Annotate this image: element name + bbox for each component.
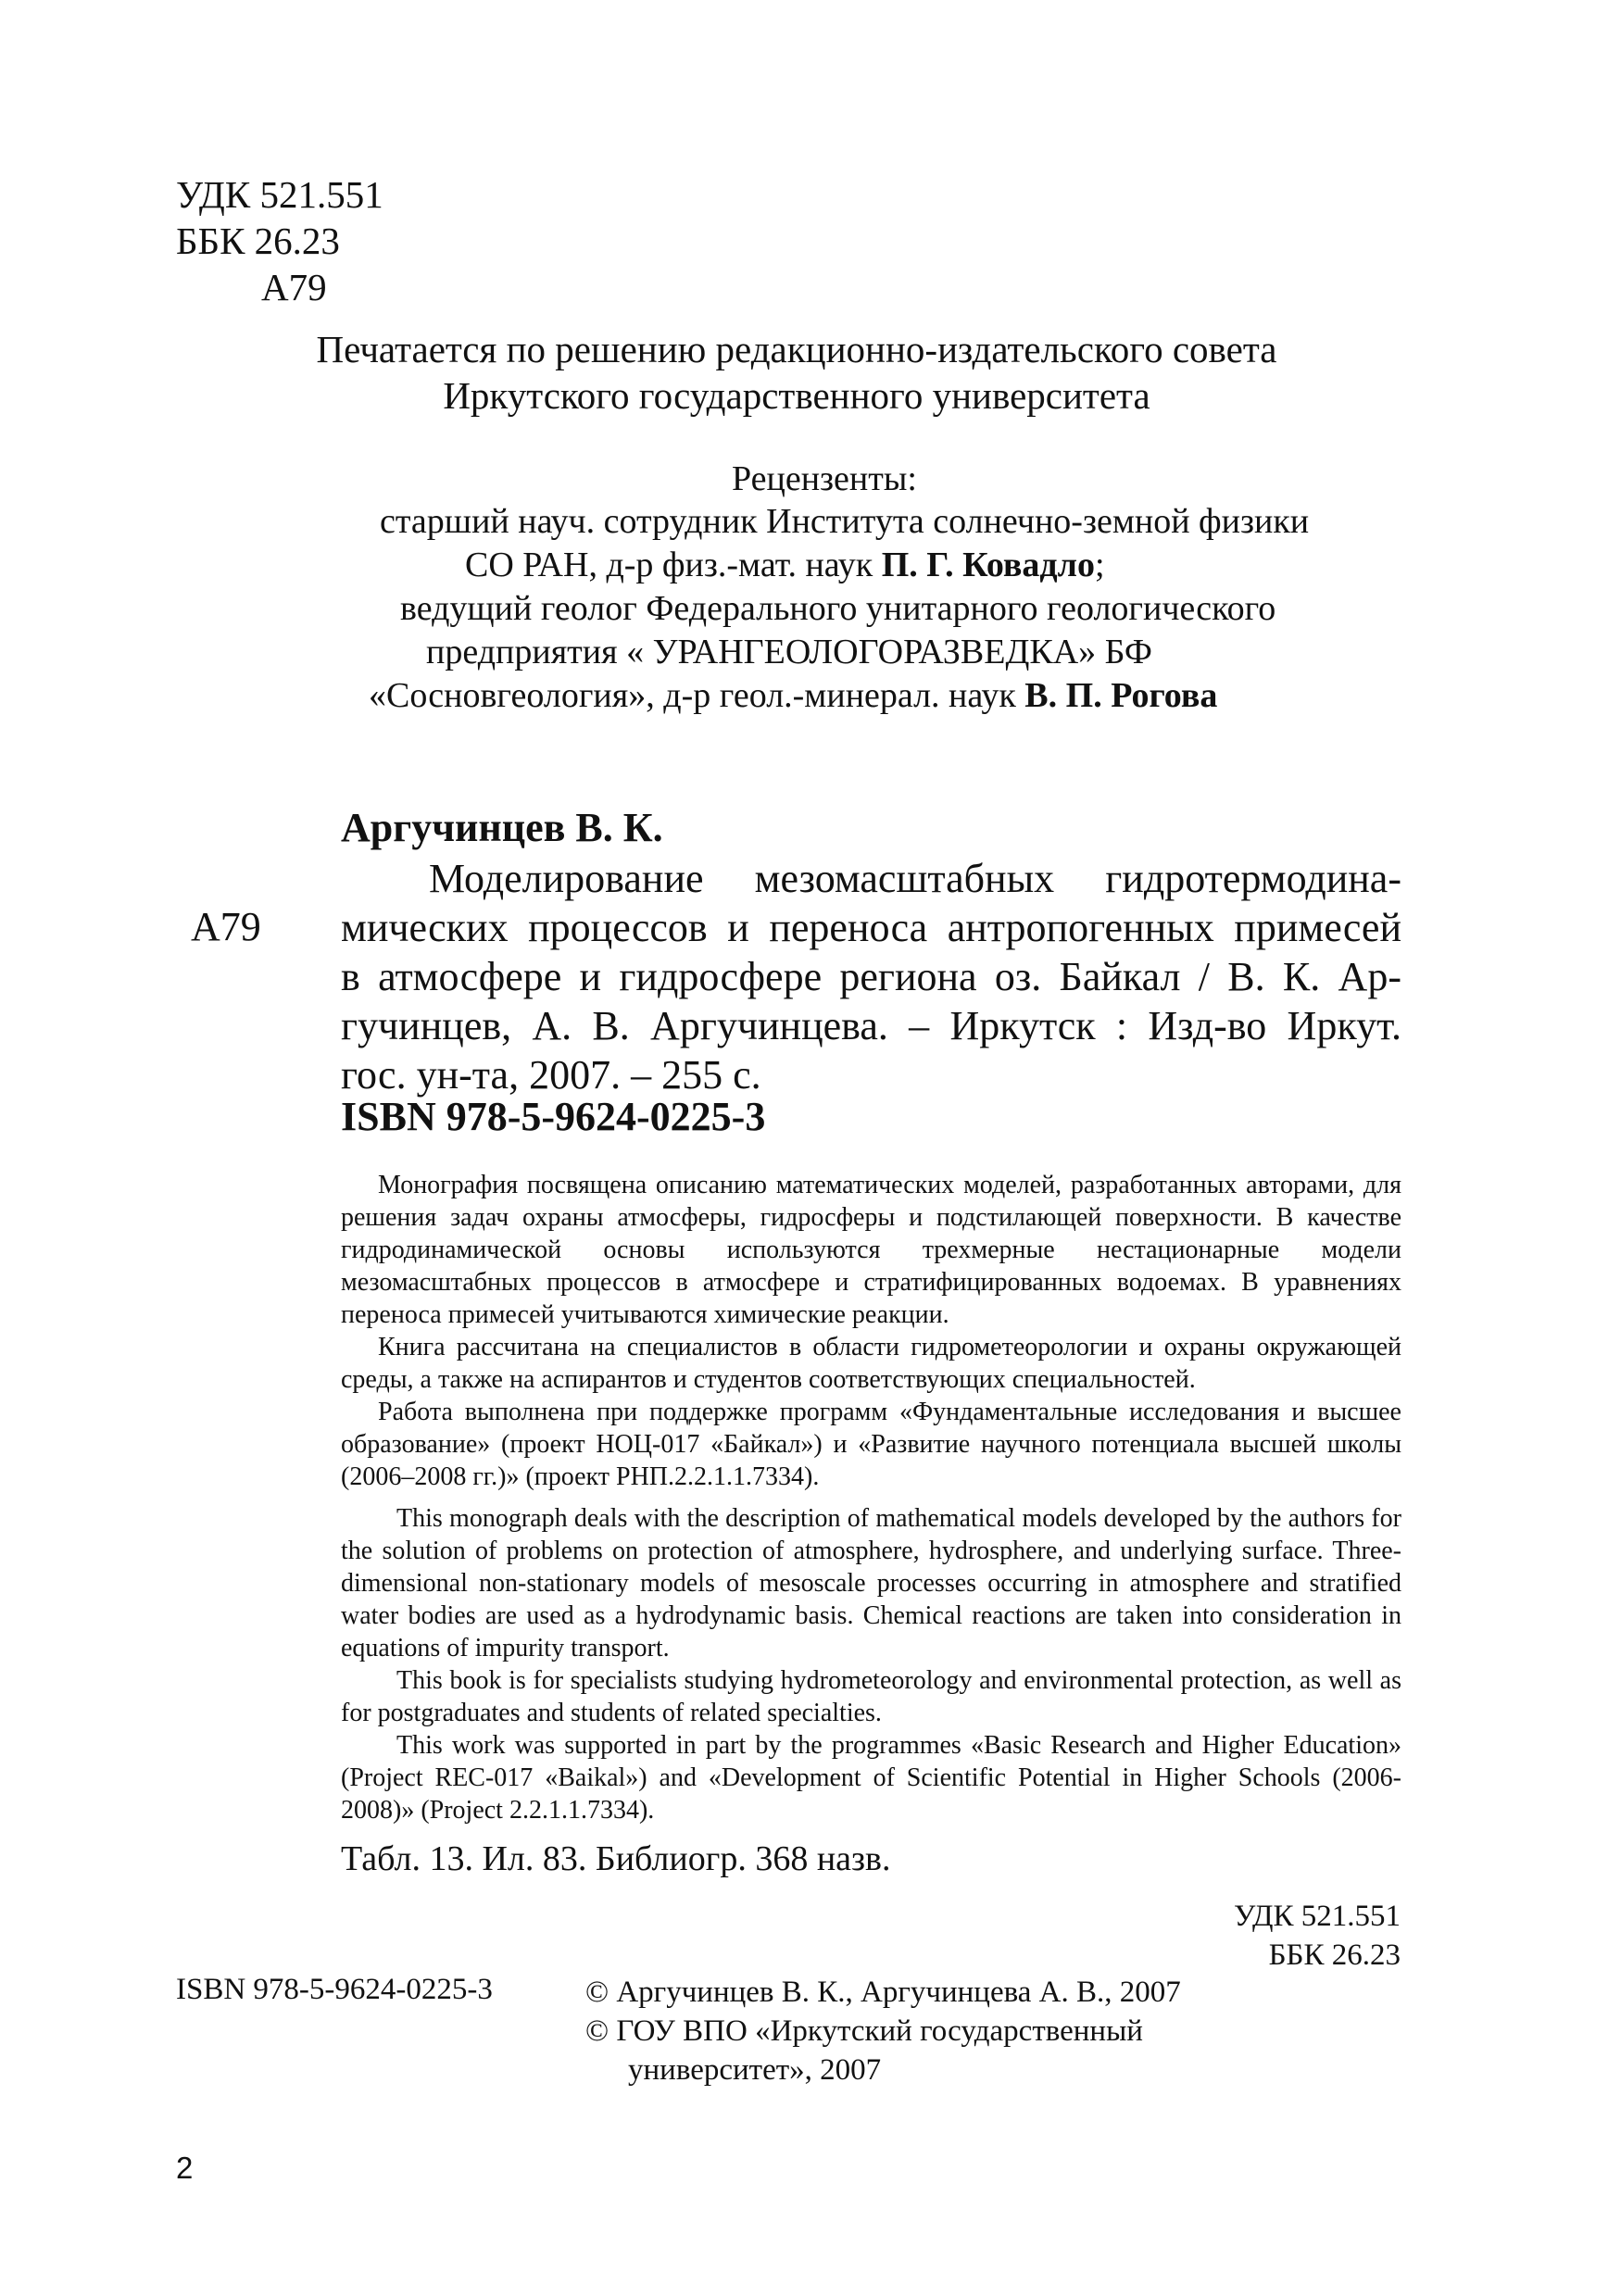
udk-code: УДК 521.551 (176, 173, 383, 216)
book-author: Аргучинцев В. К. (341, 805, 663, 850)
copyright-line: © ГОУ ВПО «Иркутский государственный (585, 2014, 1143, 2048)
page-number: 2 (176, 2151, 194, 2185)
abstract-paragraph: This book is for specialists studying hydrometeorology and environmental protection, as well as for postgraduates and students of related specialties. (341, 1666, 1401, 1727)
reviewer-2-line-2: предприятия « УРАНГЕОЛОГОРАЗВЕДКА» БФ (426, 633, 1152, 671)
bbk-code: ББК 26.23 (1268, 1938, 1401, 1972)
copyright-line: университет», 2007 (628, 2053, 882, 2087)
isbn-footer: ISBN 978-5-9624-0225-3 (176, 1973, 493, 2006)
abstract-russian (341, 1169, 1401, 1493)
copyright-block (585, 1973, 1181, 2089)
udk-code: УДК 521.551 (1233, 1900, 1401, 1933)
abstract-paragraph: Книга рассчитана на специалистов в области гидрометеорологии и охраны окружающей среды, а также на аспирантов и студентов соответствующих специальностей. (341, 1333, 1401, 1394)
council-line-2: Иркутского государственного университета (443, 374, 1150, 417)
udk-block-bottom (1234, 1897, 1401, 1975)
council-line-1: Печатается по решению редакционно-издательского совета (316, 328, 1277, 370)
tables-illustrations-count: Табл. 13. Ил. 83. Библиогр. 368 назв. (341, 1839, 891, 1878)
reviewers-title: Рецензенты: (732, 459, 917, 498)
abstract-paragraph: This monograph deals with the description of mathematical models developed by the authors for the solution of problems on protection of atmosphere, hydrosphere, and underlying surface. Three-dimensional non-stationary models of mesoscale processes occurring in atmosphere and stratified water bodies are used as a hydrodynamic basis. Chemical reactions are taken into consideration in equations of impurity transport. (341, 1504, 1401, 1662)
abstract-paragraph: This work was supported in part by the programmes «Basic Research and Higher Education» (Project REC-017 «Baikal») and «Development of Scientific Potential in Higher Schools (2006-2008)» (Project 2.2.1.1.7334). (341, 1731, 1401, 1825)
bbk-code: ББК 26.23 (176, 220, 340, 262)
udk-block-top (176, 171, 383, 310)
isbn-main: ISBN 978-5-9624-0225-3 (341, 1094, 766, 1139)
class-mark: А79 (191, 904, 261, 949)
biblio-line: мических процессов и переноса антропогенных примесей (341, 905, 1401, 950)
copyright-line: © Аргучинцев В. К., Аргучинцева А. В., 2007 (585, 1976, 1181, 2009)
reviewer-2-line-1: ведущий геолог Федерального унитарного геологического (400, 589, 1276, 628)
reviewer-1-name: П. Г. Ковадло (881, 546, 1095, 584)
abstract-paragraph: Монография посвящена описанию математических моделей, разработанных авторами, для решения задач охраны атмосферы, гидросферы и подстилающей поверхности. В качестве гидродинамической основы используются трехмерные нестационарные модели мезомасштабных процессов в атмосфере и стратифицированных водоемах. В уравнениях переноса примесей учитываются химические реакции. (341, 1171, 1401, 1329)
bibliographic-description (341, 854, 1401, 1099)
reviewer-1-affiliation: СО РАН, д-р физ.-мат. наук (465, 546, 882, 584)
reviewer-2-affiliation: «Сосновгеология», д-р геол.-минерал. наук (369, 676, 1025, 715)
biblio-line: гос. ун-та, 2007. – 255 с. (341, 1052, 761, 1098)
author-mark: А79 (261, 266, 327, 308)
abstract-paragraph: Работа выполнена при поддержке программ «Фундаментальные исследования и высшее образование» (проект НОЦ-017 «Байкал») и «Развитие научного потенциала высшей школы (2006–2008 гг.)» (проект РНП.2.2.1.1.7334). (341, 1398, 1401, 1491)
council-statement (232, 326, 1362, 419)
reviewer-1-line-1: старший науч. сотрудник Института солнечно-земной физики (380, 502, 1310, 541)
reviewer-1-line-2 (465, 544, 1105, 587)
biblio-line: в атмосфере и гидросфере региона оз. Байкал / В. К. Ар- (341, 954, 1401, 999)
reviewer-2-name: В. П. Рогова (1024, 676, 1218, 715)
reviewer-1-punct: ; (1094, 546, 1105, 584)
abstract-english (341, 1502, 1401, 1826)
biblio-line: Моделирование мезомасштабных гидротермодина- (429, 856, 1401, 901)
biblio-line: гучинцев, А. В. Аргучинцева. – Иркутск : Изд-во Иркут. (341, 1003, 1401, 1048)
reviewer-2-line-3 (369, 674, 1217, 718)
